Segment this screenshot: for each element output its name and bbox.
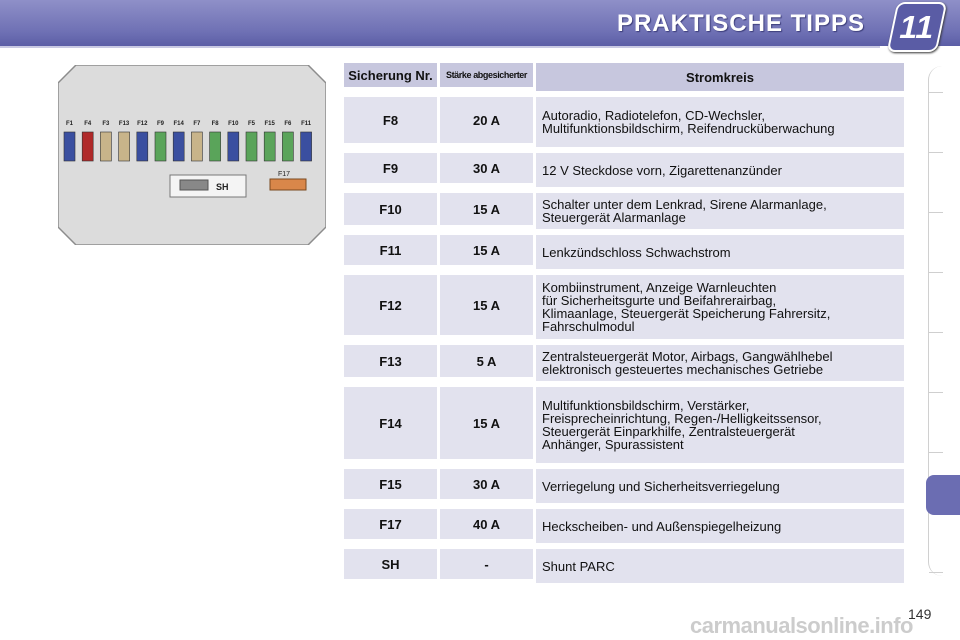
fuse-f5 — [246, 132, 257, 161]
page-number: 149 — [908, 606, 932, 622]
table-row — [344, 387, 904, 463]
fuse-number: F13 — [344, 345, 437, 377]
circuit-line: Steuergerät Alarmanlage — [542, 210, 686, 225]
circuit-line: Schalter unter dem Lenkrad, Sirene Alarmanlage, — [542, 197, 827, 212]
circuit-description — [536, 275, 904, 339]
shunt-connector — [180, 180, 208, 190]
table-row — [344, 509, 904, 543]
fuse-label: F11 — [301, 121, 312, 127]
chapter-tab-divider — [929, 92, 943, 93]
fuse-f17 — [270, 179, 306, 190]
fuse-f15 — [264, 132, 275, 161]
fuse-f13 — [119, 132, 130, 161]
fuse-label: F14 — [173, 121, 184, 127]
fuse-f8 — [210, 132, 221, 161]
fuse-f11 — [301, 132, 312, 161]
fuse-amperage: 15 A — [440, 193, 533, 225]
circuit-line: Multifunktionsbildschirm, Verstärker, — [542, 398, 750, 413]
fuse-number: F15 — [344, 469, 437, 499]
circuit-description — [536, 153, 904, 187]
fuse-amperage: 15 A — [440, 235, 533, 265]
fuse-f9 — [155, 132, 166, 161]
circuit-line: Kombiinstrument, Anzeige Warnleuchten — [542, 280, 777, 295]
fuse-f6 — [282, 132, 293, 161]
circuit-line: Autoradio, Radiotelefon, CD-Wechsler, — [542, 108, 766, 123]
watermark: carmanualsonline.info — [690, 613, 913, 638]
circuit-line: Zentralsteuergerät Motor, Airbags, Gangwählhebel — [542, 349, 833, 364]
circuit-description — [536, 193, 904, 229]
circuit-line: für Sicherheitsgurte und Beifahrerairbag, — [542, 293, 777, 308]
circuit-line: Steuergerät Einparkhilfe, Zentralsteuergerät — [542, 424, 795, 439]
circuit-line: Lenkzündschloss Schwachstrom — [542, 244, 731, 260]
fuse-amperage: 5 A — [440, 345, 533, 377]
circuit-description — [536, 345, 904, 381]
fuse-label: F4 — [84, 121, 92, 127]
fuse-number: F10 — [344, 193, 437, 225]
fuse-amperage: - — [440, 549, 533, 579]
circuit-line: 12 V Steckdose vorn, Zigarettenanzünder — [542, 162, 782, 178]
table-row — [344, 469, 904, 503]
table-row — [344, 235, 904, 269]
fuse-f14 — [173, 132, 184, 161]
fuse-label: F13 — [118, 121, 130, 127]
fuse-f7 — [191, 132, 202, 161]
fuse-label: F7 — [193, 121, 201, 127]
header-divider — [0, 46, 880, 48]
fuse-label: F12 — [137, 121, 148, 127]
fuse-number: F12 — [344, 275, 437, 335]
fuse-label: F15 — [264, 121, 275, 127]
fuse-number: F9 — [344, 153, 437, 183]
f17-label: F17 — [278, 171, 291, 178]
circuit-line: Klimaanlage, Steuergerät Speicherung Fahrersitz, — [542, 306, 831, 321]
fuse-label: F8 — [211, 121, 219, 127]
table-row — [344, 153, 904, 187]
fuse-amperage: 30 A — [440, 153, 533, 183]
circuit-description — [536, 469, 904, 503]
fuse-amperage: 30 A — [440, 469, 533, 499]
fuse-number: SH — [344, 549, 437, 579]
fuse-number: F14 — [344, 387, 437, 459]
table-row — [344, 345, 904, 381]
chapter-tab-divider — [929, 152, 943, 153]
fuse-table — [344, 63, 904, 589]
table-row — [344, 193, 904, 229]
table-row — [344, 275, 904, 339]
circuit-line: Verriegelung und Sicherheitsverriegelung — [542, 478, 780, 494]
circuit-description — [536, 235, 904, 269]
fuse-label: F1 — [65, 121, 74, 127]
header-amperage: Stärke abgesicherter — [440, 63, 533, 87]
fuse-amperage: 20 A — [440, 97, 533, 143]
chapter-tab-divider — [929, 272, 943, 273]
page-title: PRAKTISCHE TIPPS — [616, 10, 865, 37]
chapter-tab-divider — [929, 212, 943, 213]
circuit-line: Shunt PARC — [542, 558, 615, 574]
fuse-f1 — [64, 132, 75, 161]
chapter-tab-divider — [929, 452, 943, 453]
fuse-amperage: 40 A — [440, 509, 533, 539]
circuit-line: Heckscheiben- und Außenspiegelheizung — [542, 518, 782, 534]
chapter-tab-divider — [929, 572, 943, 573]
fuse-label: F9 — [156, 121, 165, 127]
fuse-number: F11 — [344, 235, 437, 265]
fuse-amperage: 15 A — [440, 387, 533, 459]
fuse-label: F10 — [228, 121, 239, 127]
fuse-label: F3 — [102, 121, 110, 127]
header-fuse-number: Sicherung Nr. — [344, 63, 437, 87]
fuse-f4 — [82, 132, 93, 161]
fuse-label: F5 — [247, 121, 256, 127]
table-row — [344, 97, 904, 147]
circuit-line: elektronisch gesteuertes mechanisches Getriebe — [542, 362, 824, 377]
fuse-number: F8 — [344, 97, 437, 143]
fuse-amperage: 15 A — [440, 275, 533, 335]
circuit-description — [536, 549, 904, 583]
header-circuit: Stromkreis — [536, 63, 904, 91]
table-row — [344, 549, 904, 583]
active-chapter-tab[interactable] — [926, 475, 960, 515]
circuit-description — [536, 97, 904, 147]
fuse-f3 — [100, 132, 111, 161]
fuse-label: F6 — [284, 121, 292, 127]
fuse-box-diagram — [58, 65, 326, 245]
circuit-line: Freisprecheinrichtung, Regen-/Helligkeitssensor, — [542, 411, 822, 426]
circuit-line: Anhänger, Spurassistent — [542, 437, 684, 452]
fuse-number: F17 — [344, 509, 437, 539]
shunt-label: SH — [216, 182, 229, 192]
fuse-f12 — [137, 132, 148, 161]
circuit-description — [536, 509, 904, 543]
circuit-description — [536, 387, 904, 463]
circuit-line: Fahrschulmodul — [542, 319, 635, 334]
chapter-tab-divider — [929, 392, 943, 393]
chapter-tab-divider — [929, 332, 943, 333]
chapter-number-badge: 11 — [887, 2, 948, 52]
fuse-f10 — [228, 132, 239, 161]
table-body — [344, 97, 904, 583]
circuit-line: Multifunktionsbildschirm, Reifendrucküberwachung — [542, 121, 835, 136]
table-header-row — [344, 63, 904, 91]
